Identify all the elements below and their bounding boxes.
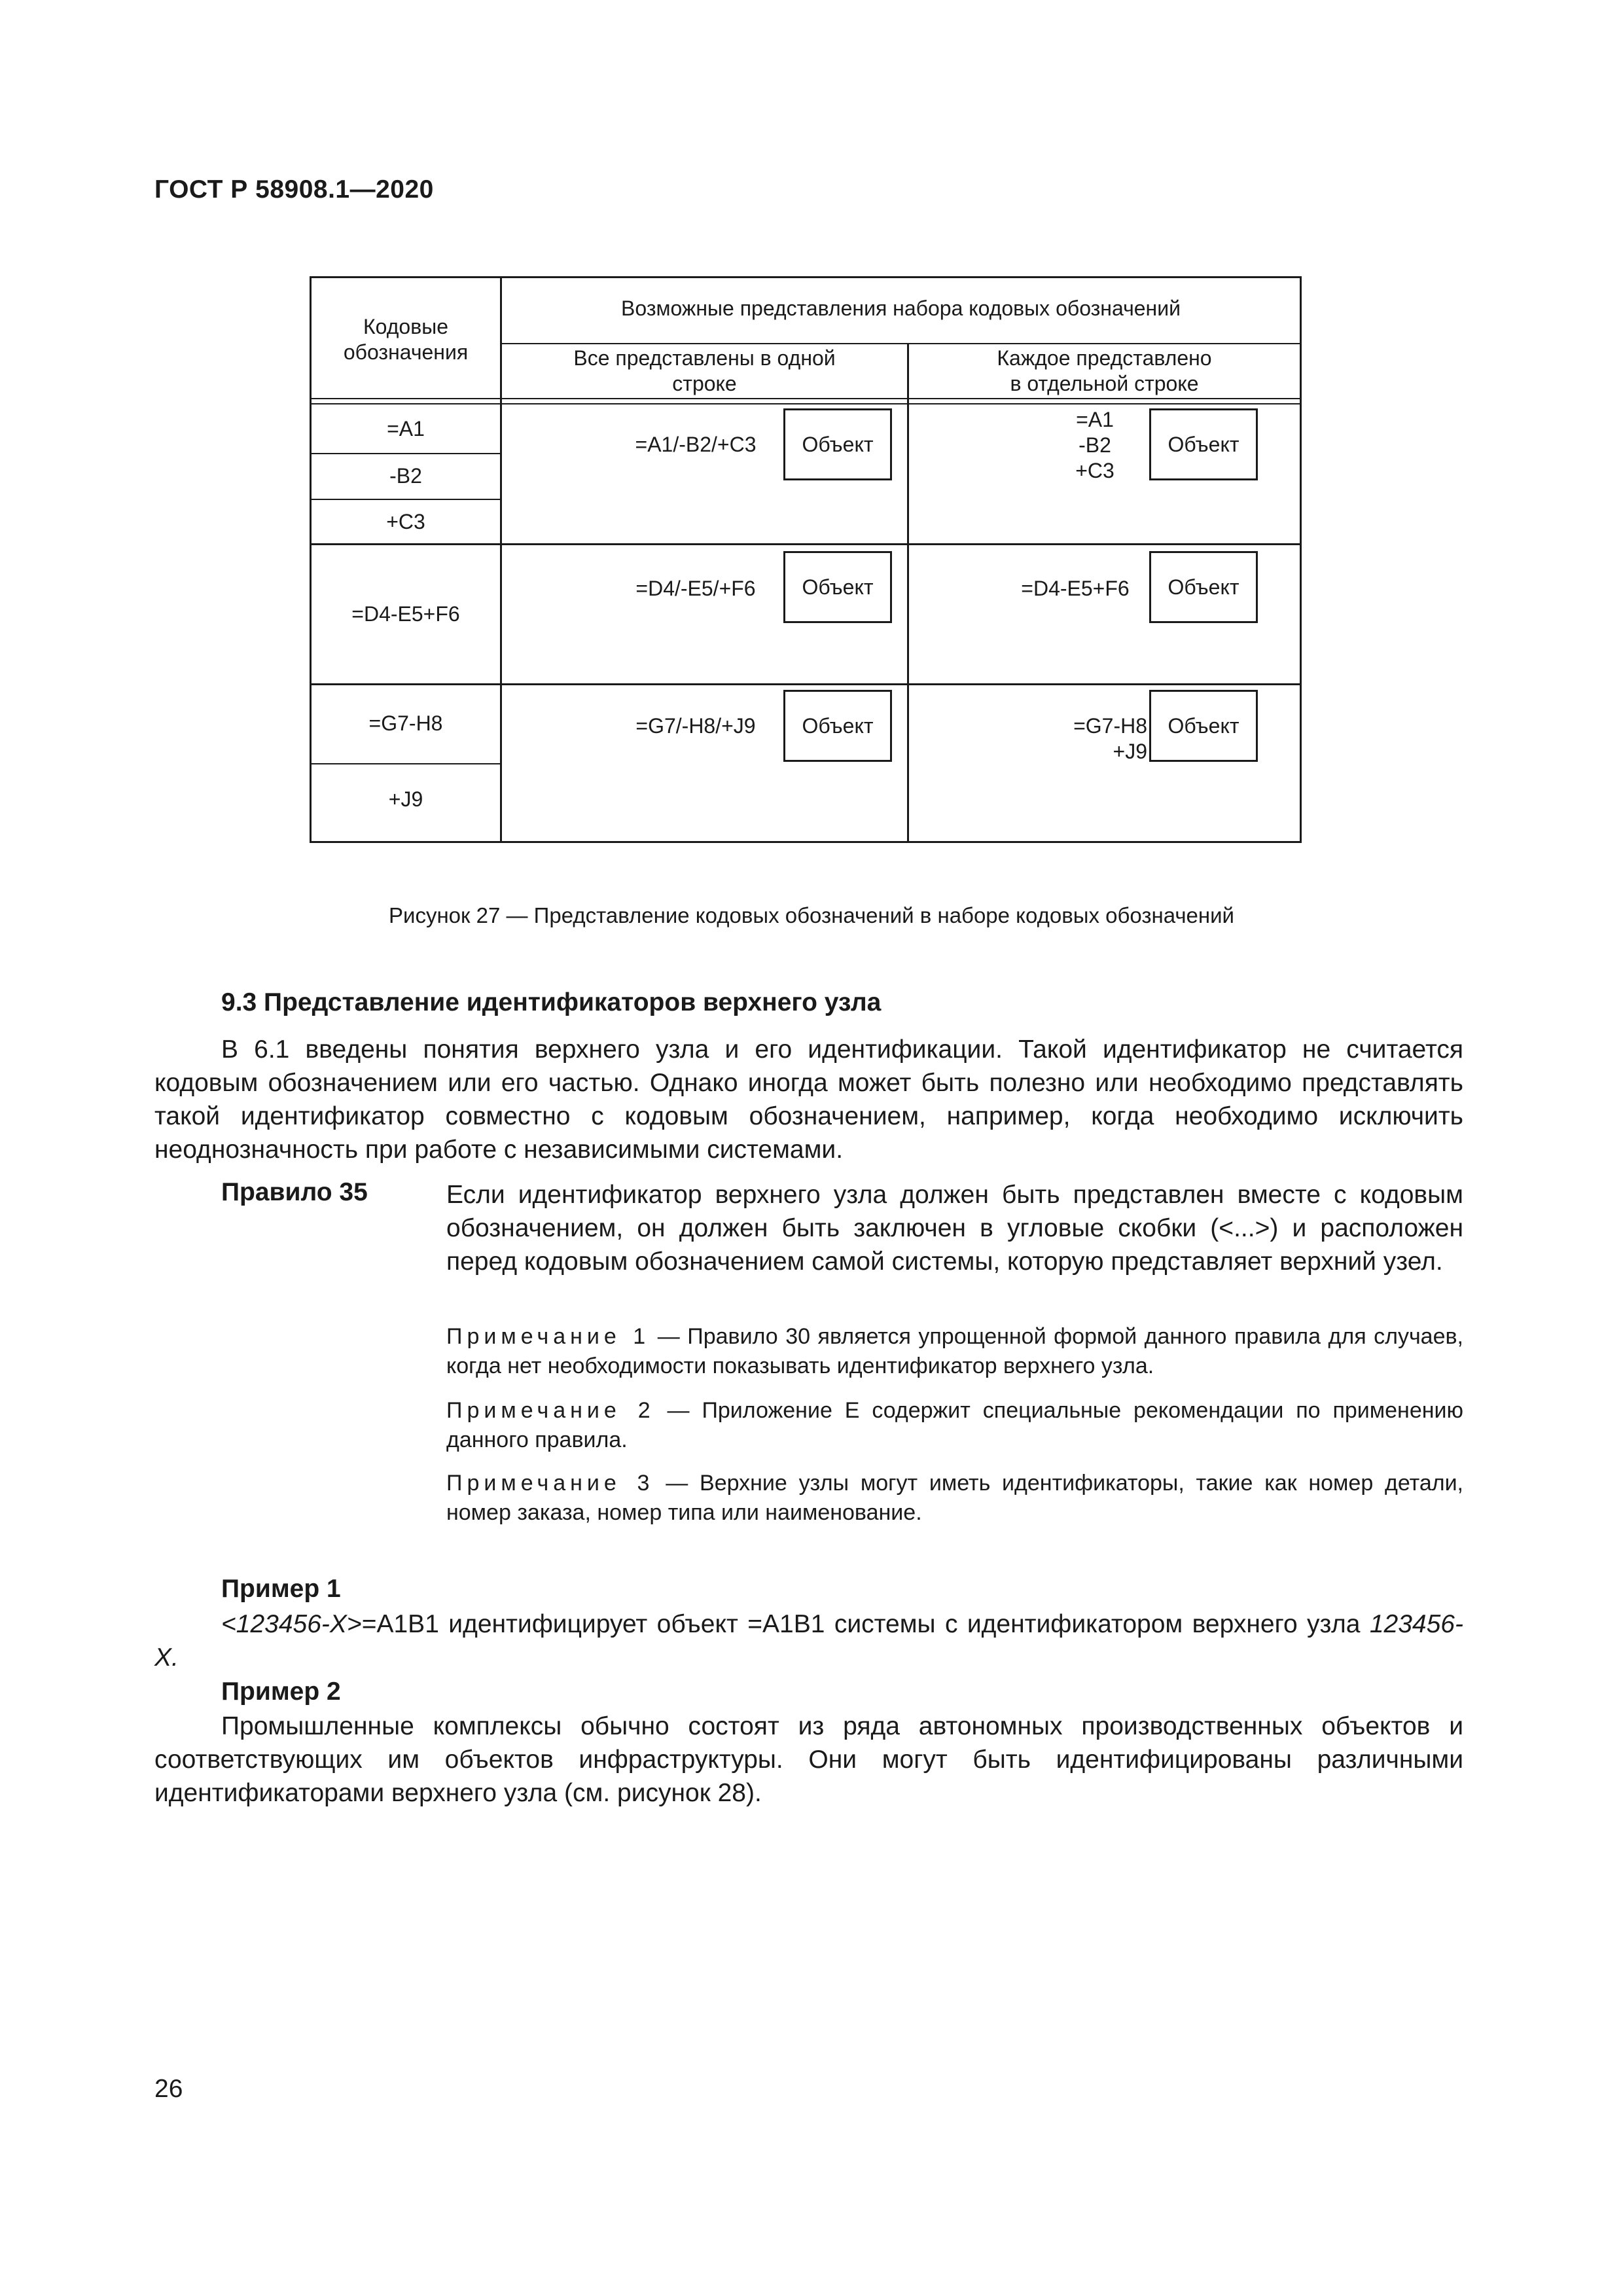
example-1-body: =A1B1 идентифицирует объект =A1B1 системы с идентификатором верхнего узла	[361, 1610, 1370, 1638]
section-heading: 9.3 Представление идентификаторов верхнего узла	[221, 988, 882, 1016]
code-cell-line-2	[310, 499, 501, 500]
example-2-text: Промышленные комплексы обычно состоят из ряда автономных производственных объектов и соответствующих им объектов инфраструктуры. Они могут быть идентифицированы различными идентификаторами верхнего узла (см. рисунок 28).	[154, 1712, 1463, 1807]
table-border-top	[310, 276, 1302, 278]
table-subheader-line	[500, 343, 1302, 344]
col-header-codes: Кодовые обозначения	[343, 315, 469, 364]
object-box: Объект	[1149, 551, 1258, 623]
object-box: Объект	[783, 551, 892, 623]
note-3	[446, 1469, 1463, 1528]
code-cell-line-1	[310, 453, 501, 454]
code-d4e5f6: =D4-E5+F6	[351, 602, 460, 626]
group-header: Возможные представления набора кодовых обозначений	[621, 296, 1181, 320]
rule-text: Если идентификатор верхнего узла должен быть представлен вместе с кодовым обозначением, он должен быть заключен в угловые скобки (<...>) и расположен перед кодовым обозначением самой системы, которую представляет верхний узел.	[446, 1181, 1463, 1276]
col-header-separate-lines: Каждое представлено в отдельной строке	[997, 346, 1212, 395]
table-row-line-1	[310, 543, 1302, 545]
table-col-line-2	[907, 343, 909, 843]
object-box: Объект	[783, 690, 892, 762]
table-row-line-2	[310, 683, 1302, 685]
code-cell-line-3	[310, 763, 501, 764]
single-line-row1: =A1/-B2/+C3	[635, 433, 757, 456]
section-paragraph: В 6.1 введены понятия верхнего узла и его идентификации. Такой идентификатор не считается кодовым обозначением или его частью. Однако иногда может быть полезно или необходимо представлять такой идентификатор совместно с кодовым обозначением, например, когда необходимо исключить неоднозначность при работе с независимыми системами.	[154, 1035, 1463, 1164]
separate-lines-row2: =D4-E5+F6	[1021, 577, 1130, 600]
note-prefix: Примечание 3	[446, 1471, 654, 1496]
table-header-line-b	[310, 403, 1302, 404]
table-border-bottom	[310, 841, 1302, 843]
code-b2: -B2	[389, 464, 422, 488]
object-box: Объект	[1149, 690, 1258, 762]
figure-27-table	[310, 276, 1302, 843]
example-1-text	[154, 1607, 1463, 1674]
single-line-row2: =D4/-E5/+F6	[635, 577, 756, 600]
table-header-line-a	[310, 398, 1302, 399]
note-prefix: Примечание 1	[446, 1324, 651, 1349]
code-j9: +J9	[388, 787, 423, 811]
note-text: — Верхние узлы могут иметь идентификаторы, такие как номер детали, номер заказа, номер типа или наименование.	[446, 1471, 1464, 1525]
separate-lines-row3: =G7-H8 +J9	[1073, 714, 1147, 763]
note-text: — Приложение Е содержит специальные рекомендации по применению данного правила.	[446, 1398, 1464, 1452]
separate-lines-row1: =A1 -B2 +C3	[1075, 408, 1115, 482]
note-prefix: Примечание 2	[446, 1398, 655, 1423]
example-1-italic-end: 123456-X.	[154, 1610, 1463, 1672]
table-border-right	[1300, 276, 1302, 843]
note-1	[446, 1322, 1463, 1381]
document-header: ГОСТ Р 58908.1—2020	[154, 175, 434, 204]
example-1-italic-id: <123456-X>	[221, 1610, 362, 1638]
page-number: 26	[154, 2075, 183, 2103]
example-2-heading: Пример 2	[221, 1677, 341, 1706]
code-c3: +C3	[386, 510, 425, 533]
code-a1: =A1	[387, 417, 425, 440]
code-g7h8: =G7-H8	[368, 711, 443, 735]
rule-label: Правило 35	[221, 1178, 368, 1206]
example-1-heading: Пример 1	[221, 1575, 341, 1603]
object-box: Объект	[783, 408, 892, 480]
single-line-row3: =G7/-H8/+J9	[635, 714, 756, 738]
note-2	[446, 1396, 1463, 1455]
object-box: Объект	[1149, 408, 1258, 480]
note-text: — Правило 30 является упрощенной формой данного правила для случаев, когда нет необходимости показывать идентификатор верхнего узла.	[446, 1324, 1464, 1378]
figure-caption: Рисунок 27 — Представление кодовых обозначений в наборе кодовых обозначений	[389, 903, 1234, 927]
col-header-single-line: Все представлены в одной строке	[573, 346, 836, 395]
